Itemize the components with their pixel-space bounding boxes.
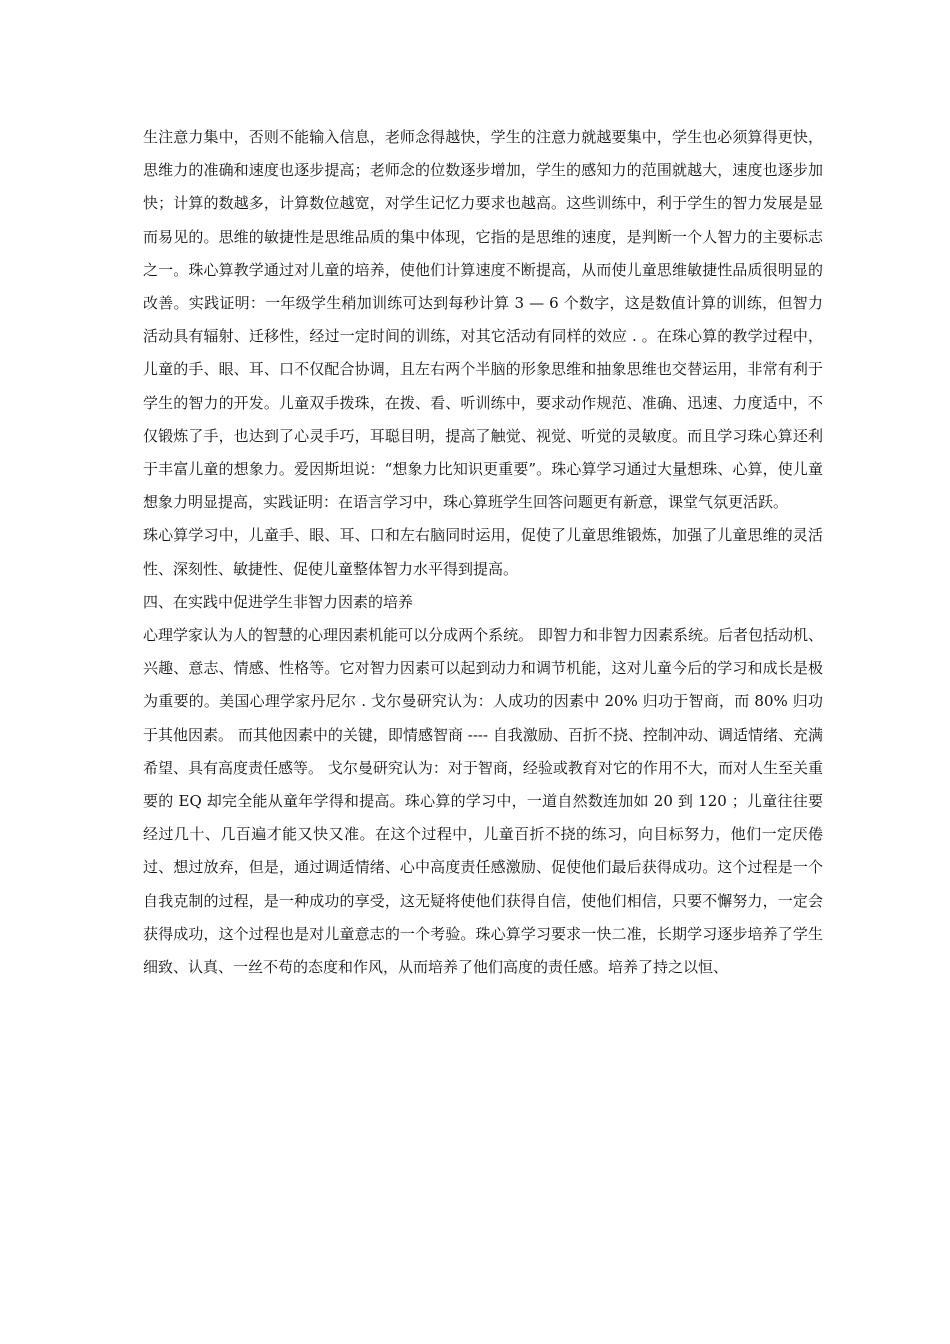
paragraph-intelligence-training: 生注意力集中，否则不能输入信息，老师念得越快，学生的注意力就越要集中，学生也必须算得更快，思维力的准确和速度也逐步提高；老师念的位数逐步增加，学生的感知力的范围就越大，速度也逐步加快；计算的数越多，计算数位越宽，对学生记忆力要求也越高。这些训练中，利于学生的智力发展是显而易见的。思维的敏捷性是思维品质的集中体现，它指的是思维的速度，是判断一个人智力的主要标志之一。珠心算教学通过对儿童的培养，使他们计算速度不断提高，从而使儿童思维敏捷性品质很明显的改善。实践证明：一年级学生稍加训练可达到每秒计算 3 — 6 个数字，这是数值计算的训练，但智力活动具有辐射、迁移性，经过一定时间的训练，对其它活动有同样的效应 . 。在珠心算的教学过程中，儿童的手、眼、耳、口不仅配合协调，且左右两个半脑的形象思维和抽象思维也交替运用，非常有利于学生的智力的开发。儿童双手拨珠，在拨、看、听训练中，要求动作规范、准确、迅速、力度适中，不仅锻炼了手，也达到了心灵手巧，耳聪目明，提高了触觉、视觉、听觉的灵敏度。而且学习珠心算还利于丰富儿童的想象力。爱因斯坦说：“想象力比知识更重要”。珠心算学习通过大量想珠、心算，使儿童想象力明显提高，实践证明：在语言学习中，珠心算班学生回答问题更有新意，课堂气氛更活跃。	[143, 128, 823, 512]
paragraph-non-intelligence-factors: 心理学家认为人的智慧的心理因素机能可以分成两个系统。 即智力和非智力因素系统。后者包括动机、兴趣、意志、情感、性格等。它对智力因素可以起到动力和调节机能，这对儿童今后的学习和成长是极为重要的。美国心理学家丹尼尔 . 戈尔曼研究认为：人成功的因素中 20% 归功于智商，而 80% 归功于其他因素。 而其他因素中的关键，即情感智商 ---- 自我激励、百折不挠、控制冲动、调适情绪、充满希望、具有高度责任感等。 戈尔曼研究认为：对于智商，经验或教育对它的作用不大，而对人生至关重要的 EQ 却完全能从童年学得和提高。珠心算的学习中，一道自然数连加如 20 到 120 ；儿童往往要经过几十、几百遍才能又快又准。在这个过程中，儿童百折不挠的练习，向目标努力，他们一定厌倦过、想过放弃，但是，通过调适情绪、心中高度责任感激励、促使他们最后获得成功。这个过程是一个自我克制的过程，是一种成功的享受，这无疑将使他们获得自信，使他们相信，只要不懈努力，一定会获得成功，这个过程也是对儿童意志的一个考验。珠心算学习要求一快二准，长期学习逐步培养了学生细致、认真、一丝不苟的态度和作风，从而培养了他们高度的责任感。培养了持之以恒、	[143, 626, 823, 977]
document-body	[143, 121, 823, 984]
paragraph-brain-coordination: 珠心算学习中，儿童手、眼、耳、口和左右脑同时运用，促使了儿童思维锻炼，加强了儿童思维的灵活性、深刻性、敏捷性、促使儿童整体智力水平得到提高。	[143, 526, 823, 578]
section-heading: 四、在实践中促进学生非智力因素的培养	[143, 592, 414, 611]
